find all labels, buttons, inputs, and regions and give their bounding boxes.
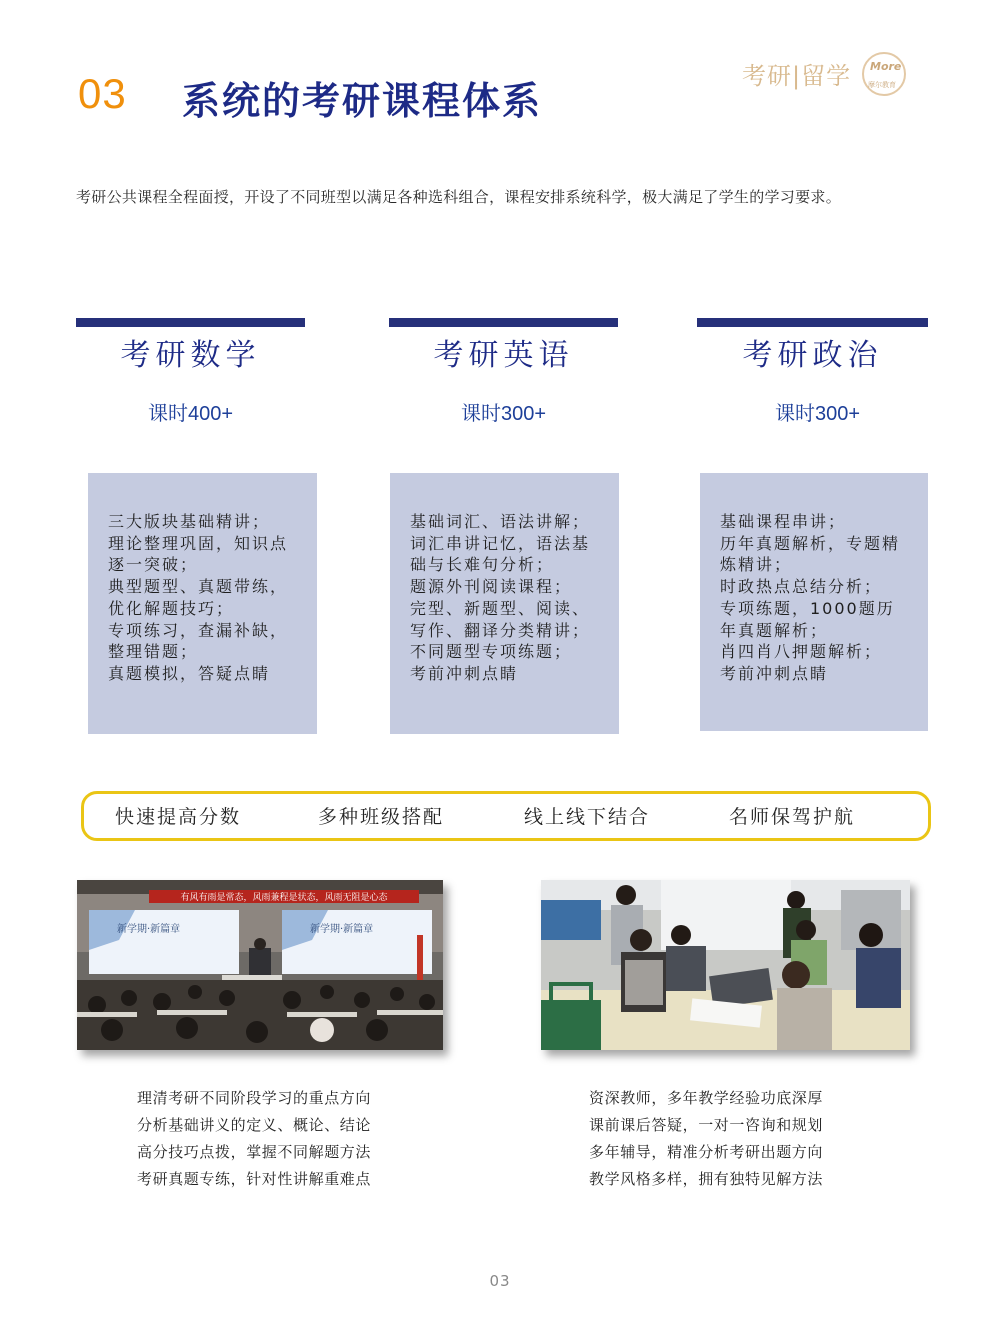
page-number: 03: [489, 1272, 511, 1290]
intro-text: 考研公共课程全程面授，开设了不同班型以满足各种选科组合，课程安排系统科学，极大满足了学生的学习要求。: [76, 188, 842, 206]
subject-title-politics: 考研政治: [742, 338, 883, 373]
caption-left: 理清考研不同阶段学习的重点方向 分析基础讲义的定义、概论、结论 高分技巧点拨，掌握不同解题方法 考研真题专练，针对性讲解重难点: [137, 1089, 372, 1188]
brand-text: 考研|留学: [742, 62, 852, 90]
subject-content-politics: 基础课程串讲； 历年真题解析，专题精 炼精讲； 时政热点总结分析； 专项练题，1000题历 年真题解析； 肖四肖八押题解析； 考前冲刺点睛: [720, 512, 901, 683]
brand-logo-area: [742, 50, 917, 95]
section-title: 系统的考研课程体系: [182, 79, 543, 123]
highlight-item: 快速提高分数: [115, 806, 242, 828]
subject-content-english: 基础词汇、语法讲解； 词汇串讲记忆，语法基 础与长难句分析； 题源外刊阅读课程； 完型、新题型、阅读、 写作、翻译分类精讲； 不同题型专项练题； 考前冲刺点睛: [410, 512, 591, 683]
lecture-hall-photo: [77, 880, 443, 1050]
subject-hours-math: 课时400+: [147, 403, 234, 425]
subject-hours-english: 课时300+: [460, 403, 547, 425]
subject-bar-english: [389, 318, 618, 327]
screen-text-left: 新学期·新篇章: [117, 924, 181, 935]
section-number: 03: [78, 70, 127, 117]
subject-title-english: 考研英语: [433, 338, 574, 373]
highlight-item: 名师保驾护航: [729, 806, 856, 828]
subject-hours-politics: 课时300+: [774, 403, 861, 425]
highlight-item: 线上线下结合: [524, 806, 651, 828]
subject-bar-math: [76, 318, 305, 327]
subject-bar-politics: [697, 318, 928, 327]
subject-content-math: 三大版块基础精讲； 理论整理巩固，知识点 逐一突破； 典型题型、真题带练， 优化解题技巧； 专项练习，查漏补缺， 整理错题； 真题模拟，答疑点睛: [108, 512, 289, 683]
banner-text: 有风有雨是常态，风雨兼程是状态，风雨无阻是心态: [180, 893, 388, 903]
caption-right: 资深教师，多年教学经验功底深厚 课前课后答疑，一对一咨询和规划 多年辅导，精准分析考研出题方向 教学风格多样，拥有独特见解方法: [589, 1089, 824, 1188]
tutoring-session-photo: [541, 880, 910, 1050]
screen-text-right: 新学期·新篇章: [310, 924, 374, 935]
logo-subtext: 摩尔教育: [868, 81, 896, 89]
highlight-item: 多种班级搭配: [318, 806, 445, 828]
subject-title-math: 考研数学: [120, 338, 261, 373]
logo-word: More: [870, 60, 902, 73]
more-logo-icon: [860, 50, 908, 95]
